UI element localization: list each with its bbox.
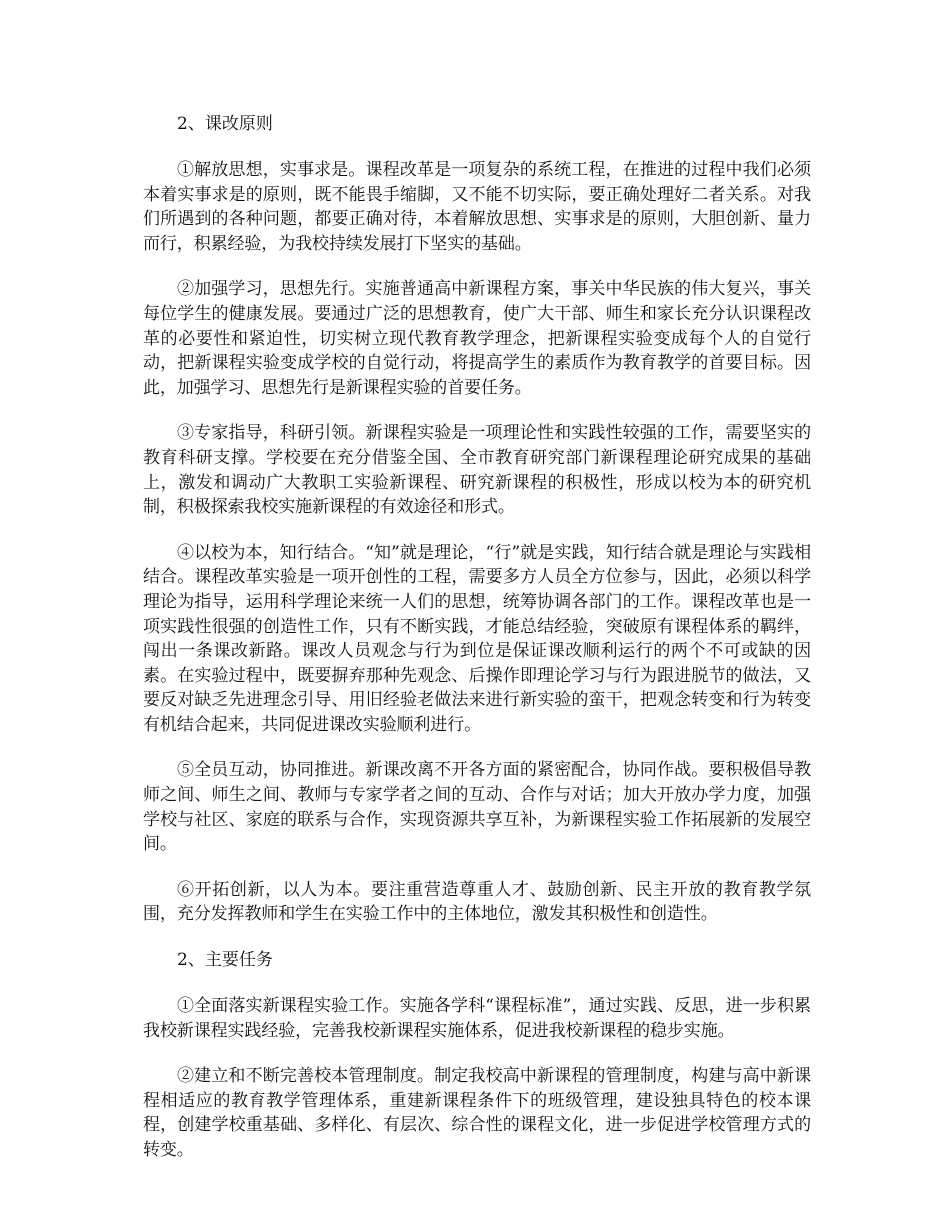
section-heading: 2、课改原则 [177, 114, 273, 134]
paragraph: ④以校为本，知行结合。“知”就是理论，“行”就是实践，知行结合就是理论与实践相结合。课程改革实验是一项开创性的工程，需要多方人员全方位参与，因此，必须以科学理论为指导，运用科学理论来统一人们的思想，统筹协调各部门的工作。课程改革也是一项实践性很强的创造性工作，只有不断实践，才能总结经验，突破原有课程体系的羁绊，闯出一条课改新路。课改人员观念与行为到位是保证课改顺利运行的两个不可或缺的因素。在实验过程中，既要摒弃那种先观念、后操作即理论学习与行为跟进脱节的做法，又要反对缺乏先进理念引导、用旧经验老做法来进行新实验的蛮干，把观念转变和行为转变有机结合起来，共同促进课改实验顺利进行。 [143, 542, 811, 735]
section-main-tasks [143, 948, 811, 1163]
paragraph: ②加强学习，思想先行。实施普通高中新课程方案，事关中华民族的伟大复兴，事关每位学生的健康发展。要通过广泛的思想教育，使广大干部、师生和家长充分认识课程改革的必要性和紧迫性，切实树立现代教育教学理念，把新课程实验变成每个人的自觉行动，把新课程实验变成学校的自觉行动，将提高学生的素质作为教育教学的首要目标。因此，加强学习、思想先行是新课程实验的首要任务。 [143, 279, 811, 398]
section-heading: 2、主要任务 [177, 950, 273, 971]
paragraph: ②建立和不断完善校本管理制度。制定我校高中新课程的管理制度，构建与高中新课程相适应的教育教学管理体系，重建新课程条件下的班级管理，建设独具特色的校本课程，创建学校重基础、多样化、有层次、综合性的课程文化，进一步促进学校管理方式的转变。 [143, 1066, 811, 1160]
paragraph: ③专家指导，科研引领。新课程实验是一项理论性和实践性较强的工作，需要坚实的教育科研支撑。学校要在充分借鉴全国、全市教育研究部门新课程理论研究成果的基础上，激发和调动广大教职工实验新课程、研究新课程的积极性，形成以校为本的研究机制，积极探索我校实施新课程的有效途径和形式。 [143, 423, 811, 518]
section-principles [143, 112, 811, 927]
paragraph: ⑥开拓创新，以人为本。要注重营造尊重人才、鼓励创新、民主开放的教育教学氛围，充分发挥教师和学生在实验工作中的主体地位，激发其积极性和创造性。 [143, 879, 811, 925]
document-page [143, 112, 811, 1184]
paragraph: ①解放思想，实事求是。课程改革是一项复杂的系统工程，在推进的过程中我们必须本着实事求是的原则，既不能畏手缩脚，又不能不切实际，要正确处理好二者关系。对我们所遇到的各种问题，都要正确对待，本着解放思想、实事求是的原则，大胆创新、量力而行，积累经验，为我校持续发展打下坚实的基础。 [143, 160, 811, 254]
paragraph: ⑤全员互动，协同推进。新课改离不开各方面的紧密配合，协同作战。要积极倡导教师之间、师生之间、教师与专家学者之间的互动、合作与对话；加大开放办学力度，加强学校与社区、家庭的联系与合作，实现资源共享互补，为新课程实验工作拓展新的发展空间。 [143, 760, 811, 855]
paragraph: ①全面落实新课程实验工作。实施各学科“课程标准”，通过实践、反思，进一步积累我校新课程实践经验，完善我校新课程实施体系，促进我校新课程的稳步实施。 [143, 996, 811, 1041]
